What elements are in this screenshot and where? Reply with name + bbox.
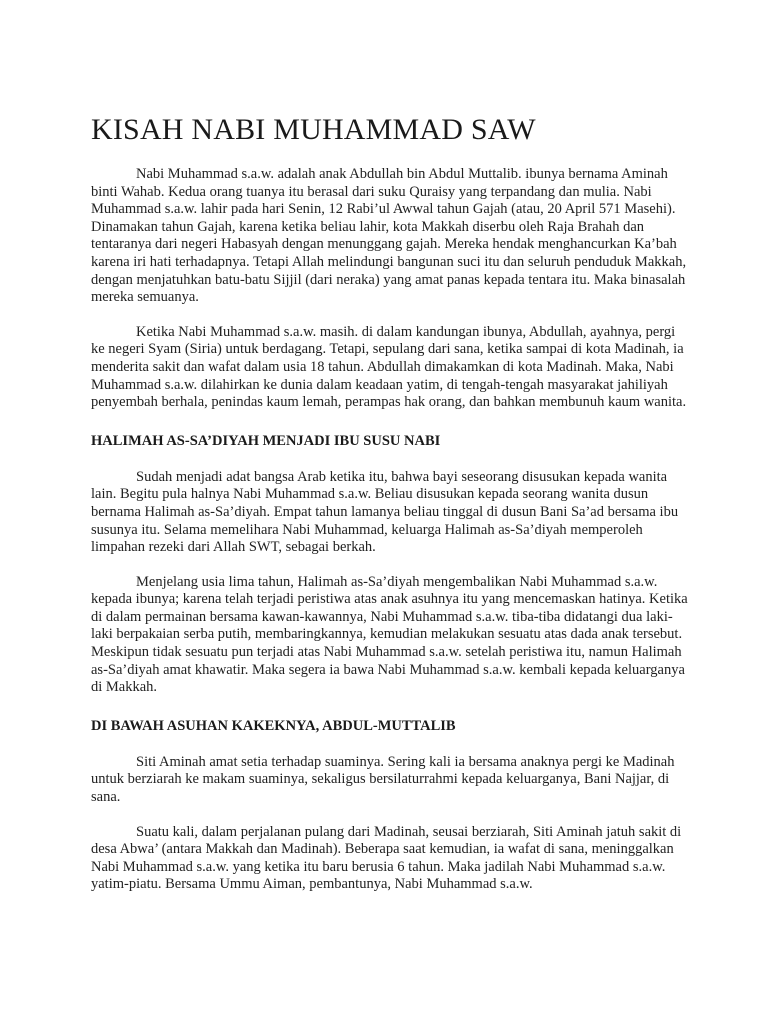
document-title: KISAH NABI MUHAMMAD SAW [91, 113, 536, 146]
paragraph: Menjelang usia lima tahun, Halimah as-Sa’diyah mengembalikan Nabi Muhammad s.a.w. kepada ibunya; karena telah terjadi peristiwa atas anak asuhnya itu yang mencemaskan hatinya. Ketika di dalam permainan bersama kawan-kawannya, Nabi Muhammad s.a.w. tiba-tiba didatangi dua laki-laki berpakaian serba putih, membaringkannya, kemudian melakukan sesuatu atas dada anak tersebut. Meskipun tidak sesuatu pun terjadi atas Nabi Muhammad s.a.w. setelah peristiwa itu, namun Halimah as-Sa’diyah amat khawatir. Maka segera ia bawa Nabi Muhammad s.a.w. kembali kepada keluarganya di Makkah. [91, 573, 688, 696]
paragraph: Nabi Muhammad s.a.w. adalah anak Abdullah bin Abdul Muttalib. ibunya bernama Aminah binti Wahab. Kedua orang tuanya itu berasal dari suku Quraisy yang terpandang dan mulia. Nabi Muhammad s.a.w. lahir pada hari Senin, 12 Rabi’ul Awwal tahun Gajah (atau, 20 April 571 Masehi). Dinamakan tahun Gajah, karena ketika beliau lahir, kota Makkah diserbu oleh Raja Brahah dan tentaranya dari negeri Habasyah dengan menunggang gajah. Mereka hendak menghancurkan Ka’bah karena iri hati terhadapnya. Tetapi Allah melindungi bangunan suci itu dan seluruh penduduk Makkah, dengan menjatuhkan batu-batu Sijjil (dari neraka) yang amat panas kepada tentara itu. Maka binasalah mereka semuanya. [91, 166, 687, 306]
document-page [91, 112, 689, 911]
paragraph: Sudah menjadi adat bangsa Arab ketika itu, bahwa bayi seseorang disusukan kepada wanita lain. Begitu pula halnya Nabi Muhammad s.a.w. Beliau disusukan kepada seorang wanita dusun bernama Halimah as-Sa’diyah. Empat tahun lamanya beliau tinggal di dusun Bani Sa’ad bersama ibu susunya itu. Selama memelihara Nabi Muhammad, keluarga Halimah as-Sa’diyah memperoleh limpahan rezeki dari Allah SWT, sebagai berkah. [91, 468, 679, 556]
paragraph: Suatu kali, dalam perjalanan pulang dari Madinah, seusai berziarah, Siti Aminah jatuh sakit di desa Abwa’ (antara Makkah dan Madinah). Beberapa saat kemudian, ia wafat di sana, meninggalkan Nabi Muhammad s.a.w. yang ketika itu baru berusia 6 tahun. Maka jadilah Nabi Muhammad s.a.w. yatim-piatu. Bersama Ummu Aiman, pembantunya, Nabi Muhammad s.a.w. [91, 823, 682, 893]
paragraph: Ketika Nabi Muhammad s.a.w. masih. di dalam kandungan ibunya, Abdullah, ayahnya, pergi ke negeri Syam (Siria) untuk berdagang. Tetapi, sepulang dari sana, ketika sampai di kota Madinah, ia menderita sakit dan wafat dalam usia 18 tahun. Abdullah dimakamkan di kota Madinah. Maka, Nabi Muhammad s.a.w. dilahirkan ke dunia dalam keadaan yatim, di tengah-tengah masyarakat jahiliyah penyembah berhala, penindas kaum lemah, perampas hak orang, dan bahkan membunuh kaum wanita. [91, 323, 687, 411]
section-heading: DI BAWAH ASUHAN KAKEKNYA, ABDUL-MUTTALIB [91, 717, 456, 734]
paragraph: Siti Aminah amat setia terhadap suaminya. Sering kali ia bersama anaknya pergi ke Madinah untuk berziarah ke makam suaminya, sekaligus bersilaturrahmi kepada keluarganya, Bani Najjar, di sana. [91, 753, 675, 806]
section-heading: HALIMAH AS-SA’DIYAH MENJADI IBU SUSU NABI [91, 432, 441, 449]
